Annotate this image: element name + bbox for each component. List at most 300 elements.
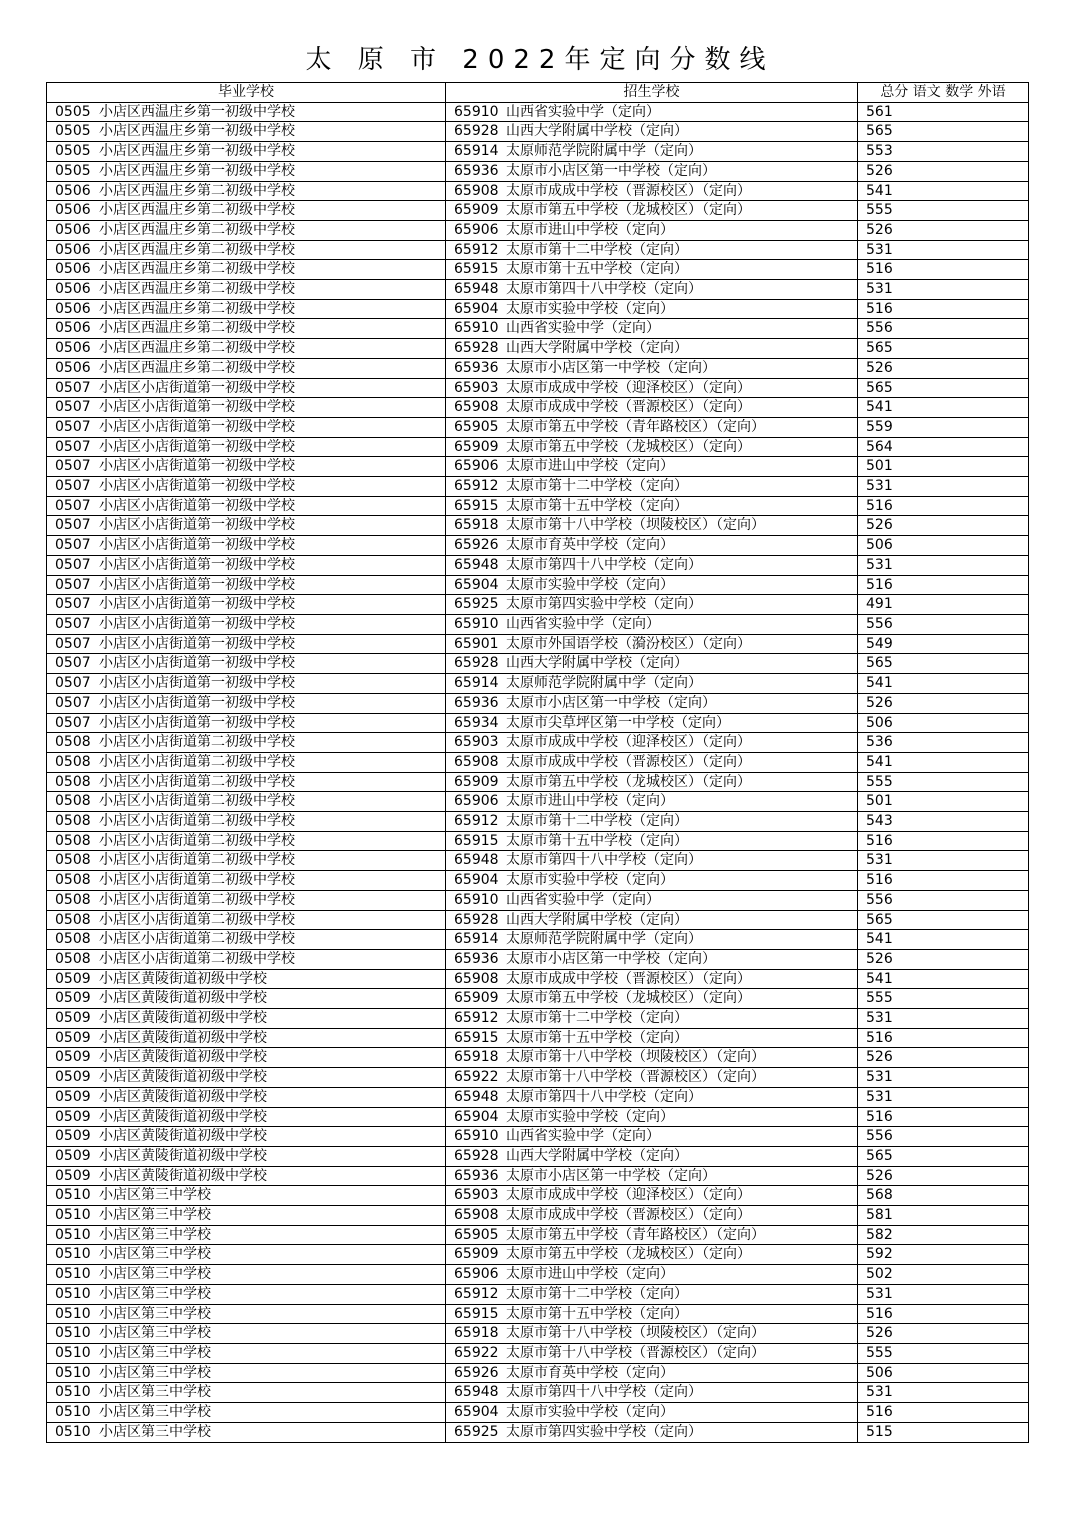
- graduation-school-code: 0507: [55, 458, 91, 475]
- total-score: 526: [858, 358, 1029, 378]
- graduation-school-code: 0505: [55, 123, 91, 140]
- admission-school-cell: [446, 260, 858, 280]
- total-score: 568: [858, 1186, 1029, 1206]
- total-score: 582: [858, 1225, 1029, 1245]
- admission-school-code: 65903: [454, 379, 499, 396]
- graduation-school-cell: [47, 516, 446, 536]
- admission-school-cell: [446, 831, 858, 851]
- admission-school-code: 65915: [454, 832, 499, 849]
- admission-school-cell: [446, 1107, 858, 1127]
- graduation-school-cell: [47, 161, 446, 181]
- total-score: 541: [858, 181, 1029, 201]
- admission-school-cell: [446, 890, 858, 910]
- admission-school-name: 太原师范学院附属中学（定向）: [506, 675, 702, 692]
- total-score: 516: [858, 1107, 1029, 1127]
- graduation-school-name: 小店区小店街道第一初级中学校: [99, 379, 295, 396]
- graduation-school-name: 小店区小店街道第一初级中学校: [99, 478, 295, 495]
- total-score: 556: [858, 614, 1029, 634]
- admission-school-cell: [446, 398, 858, 418]
- graduation-school-name: 小店区西温庄乡第一初级中学校: [99, 162, 295, 179]
- graduation-school-cell: [47, 713, 446, 733]
- admission-school-name: 太原市第十二中学校（定向）: [506, 1010, 688, 1027]
- total-score: 526: [858, 161, 1029, 181]
- admission-school-name: 太原市成成中学校（迎泽校区）（定向）: [506, 1187, 751, 1204]
- table-row: [47, 890, 1029, 910]
- graduation-school-code: 0507: [55, 418, 91, 435]
- graduation-school-name: 小店区小店街道第二初级中学校: [99, 832, 295, 849]
- graduation-school-code: 0509: [55, 970, 91, 987]
- admission-school-cell: [446, 949, 858, 969]
- graduation-school-cell: [47, 496, 446, 516]
- admission-school-code: 65909: [454, 990, 499, 1007]
- graduation-school-code: 0507: [55, 438, 91, 455]
- admission-school-cell: [446, 595, 858, 615]
- graduation-school-cell: [47, 792, 446, 812]
- admission-school-name: 太原市第十二中学校（定向）: [506, 1285, 688, 1302]
- admission-school-cell: [446, 1245, 858, 1265]
- graduation-school-name: 小店区西温庄乡第二初级中学校: [99, 221, 295, 238]
- graduation-school-name: 小店区第三中学校: [99, 1423, 211, 1440]
- graduation-school-name: 小店区小店街道第一初级中学校: [99, 694, 295, 711]
- graduation-school-name: 小店区第三中学校: [99, 1266, 211, 1283]
- graduation-school-code: 0508: [55, 832, 91, 849]
- graduation-school-code: 0507: [55, 596, 91, 613]
- table-row: [47, 713, 1029, 733]
- admission-school-name: 太原市小店区第一中学校（定向）: [506, 359, 716, 376]
- total-score: 531: [858, 1087, 1029, 1107]
- total-score: 555: [858, 772, 1029, 792]
- table-row: [47, 1422, 1029, 1442]
- graduation-school-name: 小店区第三中学校: [99, 1187, 211, 1204]
- table-row: [47, 516, 1029, 536]
- graduation-school-name: 小店区黄陵街道初级中学校: [99, 1069, 267, 1086]
- graduation-school-name: 小店区小店街道第一初级中学校: [99, 596, 295, 613]
- graduation-school-name: 小店区小店街道第一初级中学校: [99, 438, 295, 455]
- graduation-school-cell: [47, 181, 446, 201]
- graduation-school-code: 0508: [55, 950, 91, 967]
- graduation-school-code: 0510: [55, 1364, 91, 1381]
- graduation-school-name: 小店区西温庄乡第二初级中学校: [99, 261, 295, 278]
- admission-school-cell: [446, 358, 858, 378]
- graduation-school-name: 小店区第三中学校: [99, 1305, 211, 1322]
- admission-school-code: 65934: [454, 714, 499, 731]
- table-row: [47, 437, 1029, 457]
- admission-school-cell: [446, 1324, 858, 1344]
- admission-school-code: 65915: [454, 261, 499, 278]
- table-row: [47, 1245, 1029, 1265]
- total-score: 531: [858, 477, 1029, 497]
- graduation-school-code: 0510: [55, 1305, 91, 1322]
- graduation-school-cell: [47, 358, 446, 378]
- admission-school-code: 65909: [454, 1246, 499, 1263]
- admission-school-name: 太原市第十二中学校（定向）: [506, 241, 688, 258]
- admission-school-cell: [446, 1422, 858, 1442]
- total-score: 556: [858, 319, 1029, 339]
- graduation-school-cell: [47, 930, 446, 950]
- table-row: [47, 1304, 1029, 1324]
- admission-school-name: 太原市第十二中学校（定向）: [506, 813, 688, 830]
- graduation-school-name: 小店区小店街道第一初级中学校: [99, 517, 295, 534]
- admission-school-name: 山西大学附属中学校（定向）: [506, 340, 688, 357]
- table-row: [47, 1344, 1029, 1364]
- graduation-school-code: 0507: [55, 615, 91, 632]
- graduation-school-cell: [47, 595, 446, 615]
- admission-school-cell: [446, 457, 858, 477]
- graduation-school-name: 小店区小店街道第一初级中学校: [99, 399, 295, 416]
- admission-school-code: 65904: [454, 1404, 499, 1421]
- graduation-school-cell: [47, 949, 446, 969]
- graduation-school-code: 0508: [55, 753, 91, 770]
- graduation-school-name: 小店区小店街道第二初级中学校: [99, 753, 295, 770]
- admission-school-code: 65909: [454, 202, 499, 219]
- admission-school-name: 太原市进山中学校（定向）: [506, 793, 674, 810]
- total-score: 543: [858, 812, 1029, 832]
- admission-school-name: 太原市小店区第一中学校（定向）: [506, 950, 716, 967]
- graduation-school-code: 0507: [55, 714, 91, 731]
- graduation-school-name: 小店区小店街道第二初级中学校: [99, 734, 295, 751]
- admission-school-cell: [446, 674, 858, 694]
- total-score: 516: [858, 1403, 1029, 1423]
- admission-school-cell: [446, 733, 858, 753]
- graduation-school-cell: [47, 1383, 446, 1403]
- graduation-school-name: 小店区黄陵街道初级中学校: [99, 1108, 267, 1125]
- total-score: 531: [858, 240, 1029, 260]
- header-graduation-school: 毕业学校: [47, 83, 446, 103]
- admission-school-code: 65914: [454, 675, 499, 692]
- admission-school-code: 65936: [454, 950, 499, 967]
- admission-school-name: 太原市实验中学校（定向）: [506, 1404, 674, 1421]
- graduation-school-cell: [47, 1422, 446, 1442]
- admission-school-code: 65908: [454, 182, 499, 199]
- admission-school-name: 太原市成成中学校（晋源校区）（定向）: [506, 399, 751, 416]
- table-row: [47, 1028, 1029, 1048]
- table-row: [47, 1068, 1029, 1088]
- admission-school-name: 太原市第四十八中学校（定向）: [506, 281, 702, 298]
- table-row: [47, 792, 1029, 812]
- admission-school-code: 65904: [454, 300, 499, 317]
- admission-school-code: 65928: [454, 340, 499, 357]
- graduation-school-cell: [47, 812, 446, 832]
- admission-school-cell: [446, 989, 858, 1009]
- table-row: [47, 1146, 1029, 1166]
- table-row: [47, 417, 1029, 437]
- total-score: 526: [858, 1166, 1029, 1186]
- admission-school-cell: [446, 339, 858, 359]
- graduation-school-name: 小店区黄陵街道初级中学校: [99, 1128, 267, 1145]
- graduation-school-code: 0510: [55, 1226, 91, 1243]
- table-row: [47, 280, 1029, 300]
- header-scores: 总分 语文 数学 外语: [858, 83, 1029, 103]
- admission-school-cell: [446, 142, 858, 162]
- admission-school-cell: [446, 220, 858, 240]
- admission-school-name: 太原市实验中学校（定向）: [506, 1108, 674, 1125]
- table-row: [47, 1383, 1029, 1403]
- admission-school-cell: [446, 752, 858, 772]
- total-score: 516: [858, 871, 1029, 891]
- header-admission-school: 招生学校: [446, 83, 858, 103]
- admission-school-code: 65909: [454, 438, 499, 455]
- graduation-school-cell: [47, 1245, 446, 1265]
- admission-school-cell: [446, 792, 858, 812]
- table-row: [47, 398, 1029, 418]
- total-score: 501: [858, 792, 1029, 812]
- graduation-school-code: 0508: [55, 734, 91, 751]
- graduation-school-cell: [47, 201, 446, 221]
- admission-school-name: 太原市第五中学校（青年路校区）（定向）: [506, 1226, 765, 1243]
- table-row: [47, 772, 1029, 792]
- graduation-school-name: 小店区西温庄乡第二初级中学校: [99, 320, 295, 337]
- admission-school-code: 65922: [454, 1345, 499, 1361]
- admission-school-cell: [446, 1206, 858, 1226]
- admission-school-code: 65906: [454, 1266, 499, 1283]
- graduation-school-name: 小店区黄陵街道初级中学校: [99, 1147, 267, 1164]
- admission-school-code: 65948: [454, 852, 499, 869]
- admission-school-code: 65910: [454, 320, 499, 337]
- total-score: 516: [858, 496, 1029, 516]
- admission-school-code: 65908: [454, 1207, 499, 1224]
- total-score: 541: [858, 398, 1029, 418]
- admission-school-name: 山西大学附属中学校（定向）: [506, 911, 688, 928]
- admission-school-code: 65928: [454, 1147, 499, 1164]
- graduation-school-name: 小店区黄陵街道初级中学校: [99, 1049, 267, 1066]
- table-row: [47, 634, 1029, 654]
- graduation-school-name: 小店区西温庄乡第二初级中学校: [99, 202, 295, 219]
- graduation-school-name: 小店区黄陵街道初级中学校: [99, 1010, 267, 1027]
- graduation-school-cell: [47, 1403, 446, 1423]
- graduation-school-code: 0506: [55, 320, 91, 337]
- admission-school-code: 65948: [454, 281, 499, 298]
- admission-school-name: 太原市第四十八中学校（定向）: [506, 556, 702, 573]
- admission-school-name: 山西省实验中学（定向）: [506, 103, 660, 120]
- graduation-school-name: 小店区小店街道第二初级中学校: [99, 911, 295, 928]
- graduation-school-name: 小店区小店街道第一初级中学校: [99, 714, 295, 731]
- admission-school-cell: [446, 437, 858, 457]
- total-score: 559: [858, 417, 1029, 437]
- admission-school-cell: [446, 477, 858, 497]
- graduation-school-name: 小店区小店街道第二初级中学校: [99, 872, 295, 889]
- admission-school-name: 太原市第十八中学校（晋源校区）（定向）: [506, 1069, 765, 1086]
- admission-school-code: 65928: [454, 123, 499, 140]
- table-row: [47, 693, 1029, 713]
- graduation-school-cell: [47, 851, 446, 871]
- graduation-school-name: 小店区小店街道第二初级中学校: [99, 813, 295, 830]
- graduation-school-name: 小店区小店街道第一初级中学校: [99, 675, 295, 692]
- graduation-school-name: 小店区西温庄乡第二初级中学校: [99, 281, 295, 298]
- graduation-school-code: 0508: [55, 793, 91, 810]
- table-row: [47, 1009, 1029, 1029]
- admission-school-code: 65912: [454, 813, 499, 830]
- graduation-school-code: 0506: [55, 202, 91, 219]
- total-score: 541: [858, 674, 1029, 694]
- admission-school-code: 65905: [454, 1226, 499, 1243]
- graduation-school-code: 0507: [55, 675, 91, 692]
- table-row: [47, 1186, 1029, 1206]
- graduation-school-name: 小店区西温庄乡第二初级中学校: [99, 182, 295, 199]
- graduation-school-cell: [47, 1048, 446, 1068]
- admission-school-name: 太原市小店区第一中学校（定向）: [506, 162, 716, 179]
- table-row: [47, 299, 1029, 319]
- total-score: 565: [858, 910, 1029, 930]
- graduation-school-code: 0509: [55, 1069, 91, 1086]
- graduation-school-code: 0510: [55, 1384, 91, 1401]
- admission-school-cell: [446, 851, 858, 871]
- admission-school-name: 太原市第十五中学校（定向）: [506, 497, 688, 514]
- graduation-school-cell: [47, 1186, 446, 1206]
- graduation-school-cell: [47, 378, 446, 398]
- admission-school-cell: [446, 378, 858, 398]
- admission-school-name: 山西省实验中学（定向）: [506, 320, 660, 337]
- graduation-school-name: 小店区西温庄乡第一初级中学校: [99, 143, 295, 160]
- admission-school-code: 65903: [454, 1187, 499, 1204]
- admission-school-cell: [446, 102, 858, 122]
- table-row: [47, 102, 1029, 122]
- graduation-school-cell: [47, 398, 446, 418]
- admission-school-cell: [446, 772, 858, 792]
- table-row: [47, 1206, 1029, 1226]
- admission-school-code: 65906: [454, 221, 499, 238]
- graduation-school-name: 小店区小店街道第一初级中学校: [99, 537, 295, 554]
- graduation-school-cell: [47, 1304, 446, 1324]
- total-score: 565: [858, 654, 1029, 674]
- admission-school-code: 65936: [454, 1167, 499, 1184]
- admission-school-cell: [446, 122, 858, 142]
- admission-school-name: 太原市第十八中学校（坝陵校区）（定向）: [506, 1049, 765, 1066]
- graduation-school-name: 小店区第三中学校: [99, 1364, 211, 1381]
- admission-school-name: 山西大学附属中学校（定向）: [506, 123, 688, 140]
- graduation-school-cell: [47, 1225, 446, 1245]
- admission-school-code: 65948: [454, 1384, 499, 1401]
- graduation-school-cell: [47, 989, 446, 1009]
- admission-school-cell: [446, 1028, 858, 1048]
- total-score: 555: [858, 201, 1029, 221]
- table-row: [47, 674, 1029, 694]
- graduation-school-code: 0509: [55, 1108, 91, 1125]
- table-row: [47, 142, 1029, 162]
- admission-school-name: 太原市进山中学校（定向）: [506, 1266, 674, 1283]
- admission-school-cell: [446, 319, 858, 339]
- admission-school-code: 65904: [454, 576, 499, 593]
- graduation-school-name: 小店区小店街道第一初级中学校: [99, 458, 295, 475]
- admission-school-name: 太原市第五中学校（龙城校区）（定向）: [506, 438, 751, 455]
- admission-school-cell: [446, 536, 858, 556]
- admission-school-code: 65908: [454, 970, 499, 987]
- total-score: 561: [858, 102, 1029, 122]
- admission-school-cell: [446, 496, 858, 516]
- admission-school-code: 65914: [454, 931, 499, 948]
- graduation-school-cell: [47, 614, 446, 634]
- graduation-school-cell: [47, 1363, 446, 1383]
- graduation-school-name: 小店区小店街道第一初级中学校: [99, 615, 295, 632]
- total-score: 531: [858, 555, 1029, 575]
- graduation-school-name: 小店区第三中学校: [99, 1246, 211, 1263]
- admission-school-name: 太原市第十二中学校（定向）: [506, 478, 688, 495]
- admission-school-name: 太原市第五中学校（龙城校区）（定向）: [506, 990, 751, 1007]
- graduation-school-cell: [47, 299, 446, 319]
- graduation-school-cell: [47, 1009, 446, 1029]
- total-score: 516: [858, 831, 1029, 851]
- total-score: 553: [858, 142, 1029, 162]
- graduation-school-cell: [47, 1068, 446, 1088]
- graduation-school-code: 0509: [55, 1088, 91, 1105]
- graduation-school-name: 小店区黄陵街道初级中学校: [99, 1029, 267, 1046]
- admission-school-code: 65936: [454, 694, 499, 711]
- graduation-school-cell: [47, 339, 446, 359]
- admission-school-cell: [446, 654, 858, 674]
- total-score: 502: [858, 1265, 1029, 1285]
- table-row: [47, 595, 1029, 615]
- graduation-school-code: 0509: [55, 1147, 91, 1164]
- graduation-school-code: 0507: [55, 635, 91, 652]
- total-score: 526: [858, 516, 1029, 536]
- graduation-school-name: 小店区第三中学校: [99, 1207, 211, 1224]
- admission-school-code: 65918: [454, 517, 499, 534]
- admission-school-name: 太原市成成中学校（迎泽校区）（定向）: [506, 734, 751, 751]
- admission-school-name: 太原市成成中学校（晋源校区）（定向）: [506, 970, 751, 987]
- graduation-school-code: 0506: [55, 300, 91, 317]
- admission-school-name: 太原师范学院附属中学（定向）: [506, 143, 702, 160]
- graduation-school-cell: [47, 733, 446, 753]
- total-score: 526: [858, 949, 1029, 969]
- admission-school-code: 65948: [454, 1088, 499, 1105]
- admission-school-name: 太原市第五中学校（龙城校区）（定向）: [506, 202, 751, 219]
- graduation-school-name: 小店区第三中学校: [99, 1285, 211, 1302]
- admission-school-code: 65915: [454, 1029, 499, 1046]
- admission-school-code: 65912: [454, 1010, 499, 1027]
- admission-school-cell: [446, 910, 858, 930]
- table-row: [47, 949, 1029, 969]
- graduation-school-code: 0506: [55, 340, 91, 357]
- graduation-school-cell: [47, 654, 446, 674]
- admission-school-cell: [446, 1048, 858, 1068]
- admission-school-code: 65928: [454, 911, 499, 928]
- admission-school-name: 太原市第五中学校（龙城校区）（定向）: [506, 1246, 751, 1263]
- graduation-school-code: 0507: [55, 556, 91, 573]
- table-row: [47, 181, 1029, 201]
- admission-school-code: 65912: [454, 478, 499, 495]
- admission-school-code: 65910: [454, 1128, 499, 1145]
- admission-school-code: 65918: [454, 1049, 499, 1066]
- graduation-school-code: 0505: [55, 143, 91, 160]
- graduation-school-cell: [47, 1265, 446, 1285]
- table-row: [47, 752, 1029, 772]
- graduation-school-code: 0510: [55, 1325, 91, 1342]
- table-row: [47, 614, 1029, 634]
- admission-school-cell: [446, 1127, 858, 1147]
- admission-school-code: 65910: [454, 103, 499, 120]
- admission-school-cell: [446, 1068, 858, 1088]
- graduation-school-cell: [47, 831, 446, 851]
- admission-school-code: 65903: [454, 734, 499, 751]
- admission-school-cell: [446, 693, 858, 713]
- total-score: 549: [858, 634, 1029, 654]
- table-row: [47, 260, 1029, 280]
- admission-school-name: 太原市进山中学校（定向）: [506, 221, 674, 238]
- graduation-school-cell: [47, 220, 446, 240]
- graduation-school-cell: [47, 1206, 446, 1226]
- table-row: [47, 122, 1029, 142]
- admission-school-name: 太原市第四实验中学校（定向）: [506, 596, 702, 613]
- admission-school-cell: [446, 161, 858, 181]
- admission-school-code: 65915: [454, 1305, 499, 1322]
- graduation-school-name: 小店区西温庄乡第二初级中学校: [99, 340, 295, 357]
- admission-school-name: 太原市第十五中学校（定向）: [506, 1029, 688, 1046]
- graduation-school-name: 小店区黄陵街道初级中学校: [99, 1088, 267, 1105]
- graduation-school-name: 小店区西温庄乡第一初级中学校: [99, 103, 295, 120]
- admission-school-cell: [446, 930, 858, 950]
- graduation-school-name: 小店区小店街道第一初级中学校: [99, 497, 295, 514]
- total-score: 556: [858, 1127, 1029, 1147]
- graduation-school-code: 0506: [55, 182, 91, 199]
